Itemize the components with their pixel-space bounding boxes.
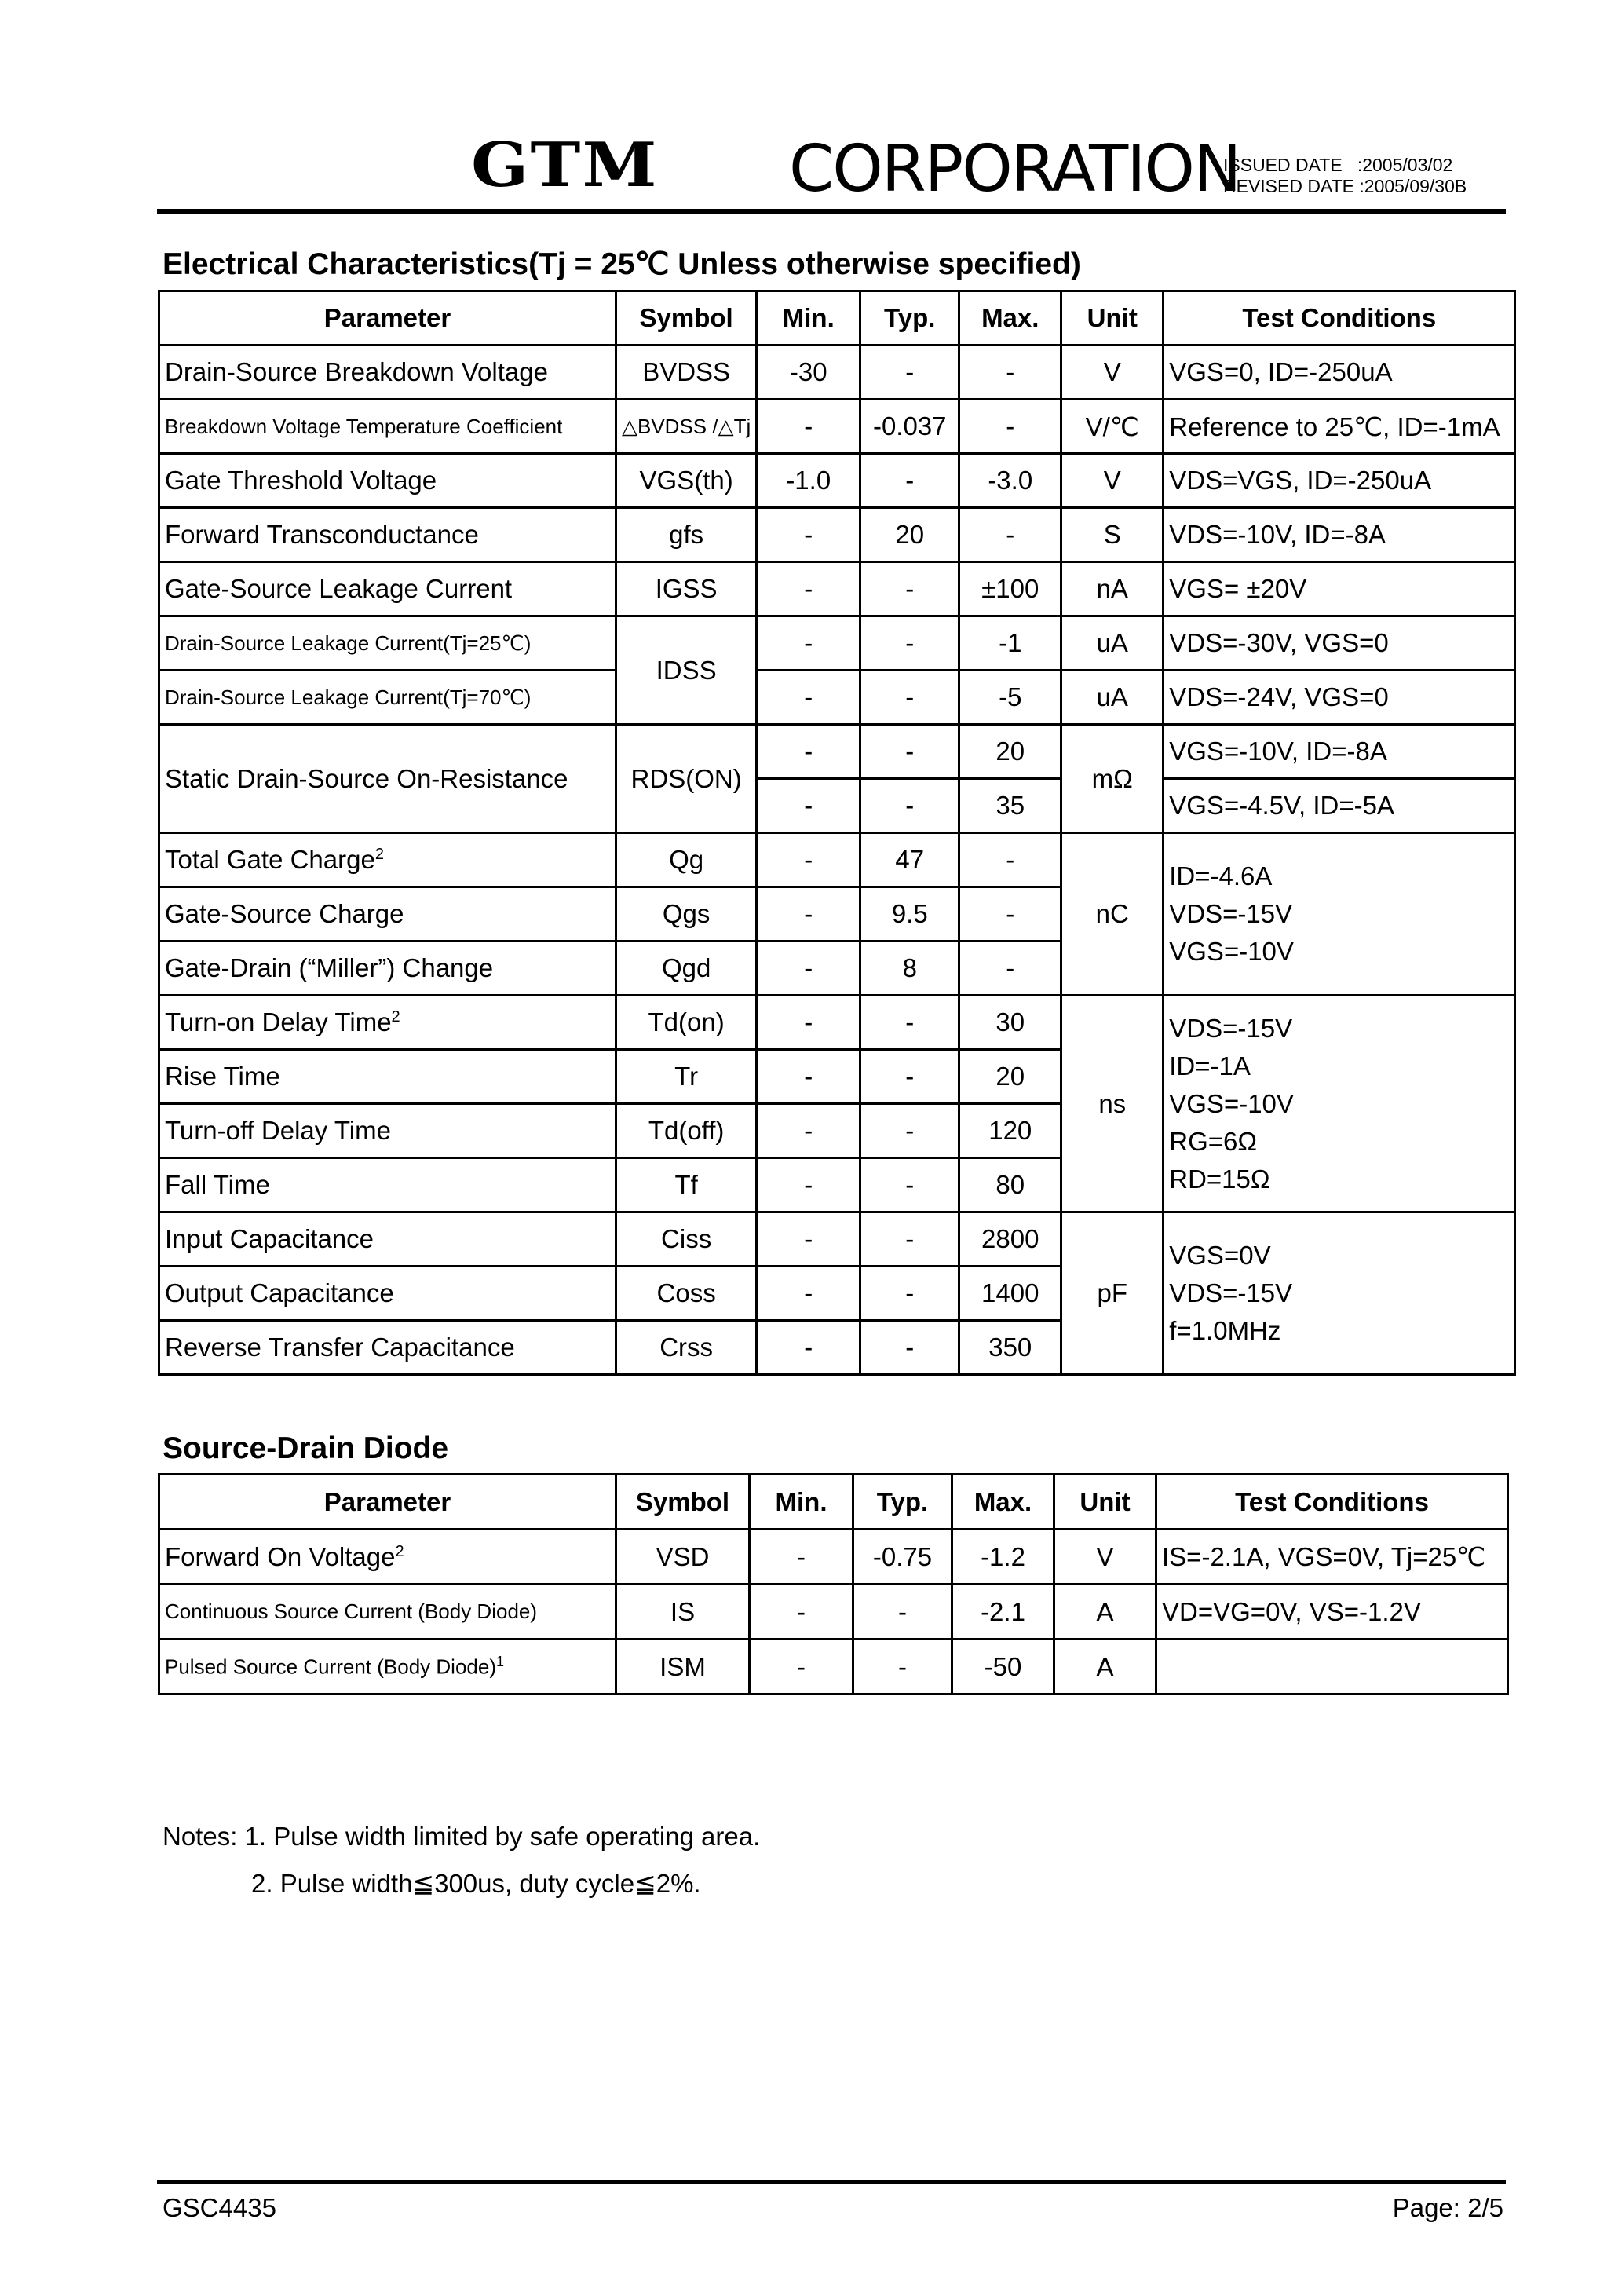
symbol-cell: BVDSS xyxy=(616,345,757,400)
param-cell: Gate-Source Charge xyxy=(159,887,616,941)
condition-line: VDS=-15V xyxy=(1169,899,1293,928)
symbol-cell: Qgd xyxy=(616,941,757,996)
table-row xyxy=(159,833,1515,887)
col-header: Typ. xyxy=(860,291,959,345)
document-dates xyxy=(1223,155,1467,197)
max-cell: -3.0 xyxy=(959,454,1061,508)
condition-cell: VDS=-24V, VGS=0 xyxy=(1164,671,1515,725)
unit-cell: pF xyxy=(1061,1212,1164,1375)
table-row xyxy=(159,400,1515,454)
symbol-cell: IS xyxy=(616,1585,750,1640)
condition-cell: VD=VG=0V, VS=-1.2V xyxy=(1156,1585,1508,1640)
condition-line: VGS=-10V xyxy=(1169,937,1294,966)
max-cell: -1.2 xyxy=(952,1530,1054,1585)
symbol-cell: IGSS xyxy=(616,562,757,616)
max-cell: 80 xyxy=(959,1158,1061,1212)
condition-cell: VGS=0, ID=-250uA xyxy=(1164,345,1515,400)
condition-line: f=1.0MHz xyxy=(1169,1316,1281,1345)
min-cell: - xyxy=(757,1267,860,1321)
condition-line: VGS=0V xyxy=(1169,1241,1271,1270)
condition-line: RG=6Ω xyxy=(1169,1126,1258,1156)
typ-cell: - xyxy=(860,779,959,833)
param-cell: Reverse Transfer Capacitance xyxy=(159,1321,616,1375)
min-cell: - xyxy=(750,1530,853,1585)
condition-cell: VGS=-4.5V, ID=-5A xyxy=(1164,779,1515,833)
col-header: Parameter xyxy=(159,1475,616,1530)
typ-cell: - xyxy=(853,1585,952,1640)
param-cell: Gate-Drain (“Miller”) Change xyxy=(159,941,616,996)
condition-cell: IS=-2.1A, VGS=0V, Tj=25℃ xyxy=(1156,1530,1508,1585)
min-cell: - xyxy=(757,779,860,833)
param-text: Forward On Voltage xyxy=(165,1541,396,1571)
param-cell: Continuous Source Current (Body Diode) xyxy=(159,1585,616,1640)
unit-cell: V/℃ xyxy=(1061,400,1164,454)
symbol-cell: gfs xyxy=(616,508,757,562)
condition-line: RD=15Ω xyxy=(1169,1164,1270,1194)
min-cell: - xyxy=(757,833,860,887)
param-cell: Output Capacitance xyxy=(159,1267,616,1321)
unit-cell: nC xyxy=(1061,833,1164,996)
typ-cell: -0.037 xyxy=(860,400,959,454)
max-cell: 2800 xyxy=(959,1212,1061,1267)
max-cell: -2.1 xyxy=(952,1585,1054,1640)
param-cell: Drain-Source Leakage Current(Tj=70℃) xyxy=(159,671,616,725)
unit-cell: uA xyxy=(1061,671,1164,725)
param-cell: Gate-Source Leakage Current xyxy=(159,562,616,616)
max-cell: 35 xyxy=(959,779,1061,833)
typ-cell: - xyxy=(860,996,959,1050)
col-header: Unit xyxy=(1061,291,1164,345)
symbol-cell: ISM xyxy=(616,1640,750,1695)
max-cell: 1400 xyxy=(959,1267,1061,1321)
max-cell: 20 xyxy=(959,1050,1061,1104)
symbol-cell: Td(on) xyxy=(616,996,757,1050)
corporation-title: CORPORATION xyxy=(789,132,1240,207)
table-header-row xyxy=(159,291,1515,345)
condition-cell xyxy=(1164,996,1515,1212)
min-cell: - xyxy=(757,1158,860,1212)
min-cell: - xyxy=(757,725,860,779)
max-cell: 20 xyxy=(959,725,1061,779)
notes xyxy=(163,1813,760,1907)
col-header: Max. xyxy=(952,1475,1054,1530)
footer-rule xyxy=(157,2180,1506,2184)
symbol-cell: Crss xyxy=(616,1321,757,1375)
section-title-diode: Source-Drain Diode xyxy=(163,1431,449,1465)
table-row xyxy=(159,454,1515,508)
min-cell: - xyxy=(757,1050,860,1104)
typ-cell: - xyxy=(860,671,959,725)
param-text: Turn-on Delay Time xyxy=(165,1007,392,1036)
min-cell: - xyxy=(757,562,860,616)
table-row xyxy=(159,996,1515,1050)
note-1: Notes: 1. Pulse width limited by safe operating area. xyxy=(163,1822,761,1851)
symbol-cell: Qg xyxy=(616,833,757,887)
col-header: Min. xyxy=(757,291,860,345)
page-number: Page: 2/5 xyxy=(1392,2193,1503,2222)
symbol-cell: △BVDSS /△Tj xyxy=(616,400,757,454)
unit-cell: V xyxy=(1054,1530,1156,1585)
symbol-cell: Tf xyxy=(616,1158,757,1212)
col-header: Unit xyxy=(1054,1475,1156,1530)
param-cell: Rise Time xyxy=(159,1050,616,1104)
unit-cell: V xyxy=(1061,345,1164,400)
min-cell: - xyxy=(757,1212,860,1267)
min-cell: - xyxy=(757,887,860,941)
typ-cell: - xyxy=(860,616,959,671)
typ-cell: - xyxy=(860,1267,959,1321)
max-cell: - xyxy=(959,941,1061,996)
symbol-cell: VGS(th) xyxy=(616,454,757,508)
max-cell: - xyxy=(959,508,1061,562)
table-row xyxy=(159,725,1515,779)
max-cell: 120 xyxy=(959,1104,1061,1158)
typ-cell: 9.5 xyxy=(860,887,959,941)
condition-line: VGS=-10V xyxy=(1169,1088,1294,1118)
max-cell: - xyxy=(959,345,1061,400)
min-cell: -1.0 xyxy=(757,454,860,508)
symbol-cell: RDS(ON) xyxy=(616,725,757,833)
typ-cell: 20 xyxy=(860,508,959,562)
symbol-cell: Coss xyxy=(616,1267,757,1321)
table-header-row xyxy=(159,1475,1508,1530)
symbol-cell: Qgs xyxy=(616,887,757,941)
max-cell: - xyxy=(959,400,1061,454)
symbol-cell: VSD xyxy=(616,1530,750,1585)
condition-cell: VDS=-30V, VGS=0 xyxy=(1164,616,1515,671)
typ-cell: - xyxy=(860,454,959,508)
issued-date: ISSUED DATE :2005/03/02 xyxy=(1223,155,1453,175)
typ-cell: - xyxy=(860,1104,959,1158)
footnote-ref: 2 xyxy=(391,1008,400,1026)
table-row xyxy=(159,1530,1508,1585)
param-cell: Drain-Source Leakage Current(Tj=25℃) xyxy=(159,616,616,671)
max-cell: -5 xyxy=(959,671,1061,725)
min-cell: - xyxy=(757,996,860,1050)
company-logo: GTM xyxy=(471,130,659,201)
footnote-ref: 2 xyxy=(395,1542,404,1560)
param-cell xyxy=(159,833,616,887)
condition-cell xyxy=(1164,833,1515,996)
min-cell: - xyxy=(757,671,860,725)
footnote-ref: 2 xyxy=(374,846,384,863)
unit-cell: S xyxy=(1061,508,1164,562)
unit-cell: ns xyxy=(1061,996,1164,1212)
document-id: GSC4435 xyxy=(163,2193,276,2222)
min-cell: - xyxy=(750,1640,853,1695)
typ-cell: - xyxy=(860,1212,959,1267)
col-header: Symbol xyxy=(616,1475,750,1530)
note-2: 2. Pulse width≦300us, duty cycle≦2%. xyxy=(251,1869,701,1898)
condition-cell: VDS=VGS, ID=-250uA xyxy=(1164,454,1515,508)
table-row xyxy=(159,671,1515,725)
typ-cell: 8 xyxy=(860,941,959,996)
unit-cell: mΩ xyxy=(1061,725,1164,833)
unit-cell: A xyxy=(1054,1640,1156,1695)
param-cell: Drain-Source Breakdown Voltage xyxy=(159,345,616,400)
param-cell: Static Drain-Source On-Resistance xyxy=(159,725,616,833)
condition-line: ID=-1A xyxy=(1169,1051,1251,1080)
max-cell: -50 xyxy=(952,1640,1054,1695)
param-cell xyxy=(159,996,616,1050)
symbol-cell: Td(off) xyxy=(616,1104,757,1158)
col-header: Min. xyxy=(750,1475,853,1530)
symbol-cell: Tr xyxy=(616,1050,757,1104)
typ-cell: - xyxy=(860,725,959,779)
table-row xyxy=(159,508,1515,562)
typ-cell: - xyxy=(860,1050,959,1104)
max-cell: ±100 xyxy=(959,562,1061,616)
footnote-ref: 1 xyxy=(495,1654,504,1670)
table-row xyxy=(159,345,1515,400)
unit-cell: A xyxy=(1054,1585,1156,1640)
condition-line: VDS=-15V xyxy=(1169,1013,1293,1043)
symbol-cell: Ciss xyxy=(616,1212,757,1267)
condition-cell: VGS=-10V, ID=-8A xyxy=(1164,725,1515,779)
table-row xyxy=(159,562,1515,616)
typ-cell: - xyxy=(860,345,959,400)
param-cell: Input Capacitance xyxy=(159,1212,616,1267)
param-text: Pulsed Source Current (Body Diode) xyxy=(165,1654,496,1679)
param-cell: Fall Time xyxy=(159,1158,616,1212)
condition-cell xyxy=(1164,1212,1515,1375)
table-row xyxy=(159,1212,1515,1267)
col-header: Typ. xyxy=(853,1475,952,1530)
param-text: Total Gate Charge xyxy=(165,845,375,874)
col-header: Test Conditions xyxy=(1156,1475,1508,1530)
max-cell: 350 xyxy=(959,1321,1061,1375)
condition-cell: Reference to 25℃, ID=-1mA xyxy=(1164,400,1515,454)
param-cell: Breakdown Voltage Temperature Coefficient xyxy=(159,400,616,454)
min-cell: - xyxy=(750,1585,853,1640)
col-header: Symbol xyxy=(616,291,757,345)
min-cell: - xyxy=(757,941,860,996)
revised-date: REVISED DATE :2005/09/30B xyxy=(1223,176,1467,196)
unit-cell: uA xyxy=(1061,616,1164,671)
symbol-cell: IDSS xyxy=(616,616,757,725)
min-cell: - xyxy=(757,508,860,562)
col-header: Test Conditions xyxy=(1164,291,1515,345)
unit-cell: nA xyxy=(1061,562,1164,616)
col-header: Max. xyxy=(959,291,1061,345)
min-cell: - xyxy=(757,400,860,454)
max-cell: - xyxy=(959,833,1061,887)
typ-cell: - xyxy=(860,562,959,616)
param-cell xyxy=(159,1640,616,1695)
param-cell xyxy=(159,1530,616,1585)
source-drain-diode-table xyxy=(158,1473,1509,1695)
min-cell: - xyxy=(757,1321,860,1375)
min-cell: - xyxy=(757,616,860,671)
max-cell: -1 xyxy=(959,616,1061,671)
section-title-electrical: Electrical Characteristics(Tj = 25℃ Unless otherwise specified) xyxy=(163,247,1081,281)
min-cell: -30 xyxy=(757,345,860,400)
col-header: Parameter xyxy=(159,291,616,345)
max-cell: 30 xyxy=(959,996,1061,1050)
typ-cell: - xyxy=(860,1321,959,1375)
condition-cell: VDS=-10V, ID=-8A xyxy=(1164,508,1515,562)
typ-cell: 47 xyxy=(860,833,959,887)
typ-cell: - xyxy=(860,1158,959,1212)
condition-line: VDS=-15V xyxy=(1169,1278,1293,1307)
param-cell: Turn-off Delay Time xyxy=(159,1104,616,1158)
condition-cell: VGS= ±20V xyxy=(1164,562,1515,616)
table-row xyxy=(159,616,1515,671)
table-row xyxy=(159,1640,1508,1695)
condition-cell xyxy=(1156,1640,1508,1695)
param-cell: Forward Transconductance xyxy=(159,508,616,562)
unit-cell: V xyxy=(1061,454,1164,508)
table-row xyxy=(159,1585,1508,1640)
header-rule xyxy=(157,209,1506,214)
max-cell: - xyxy=(959,887,1061,941)
param-cell: Gate Threshold Voltage xyxy=(159,454,616,508)
typ-cell: -0.75 xyxy=(853,1530,952,1585)
typ-cell: - xyxy=(853,1640,952,1695)
condition-line: ID=-4.6A xyxy=(1169,861,1273,890)
min-cell: - xyxy=(757,1104,860,1158)
electrical-characteristics-table xyxy=(158,290,1516,1376)
